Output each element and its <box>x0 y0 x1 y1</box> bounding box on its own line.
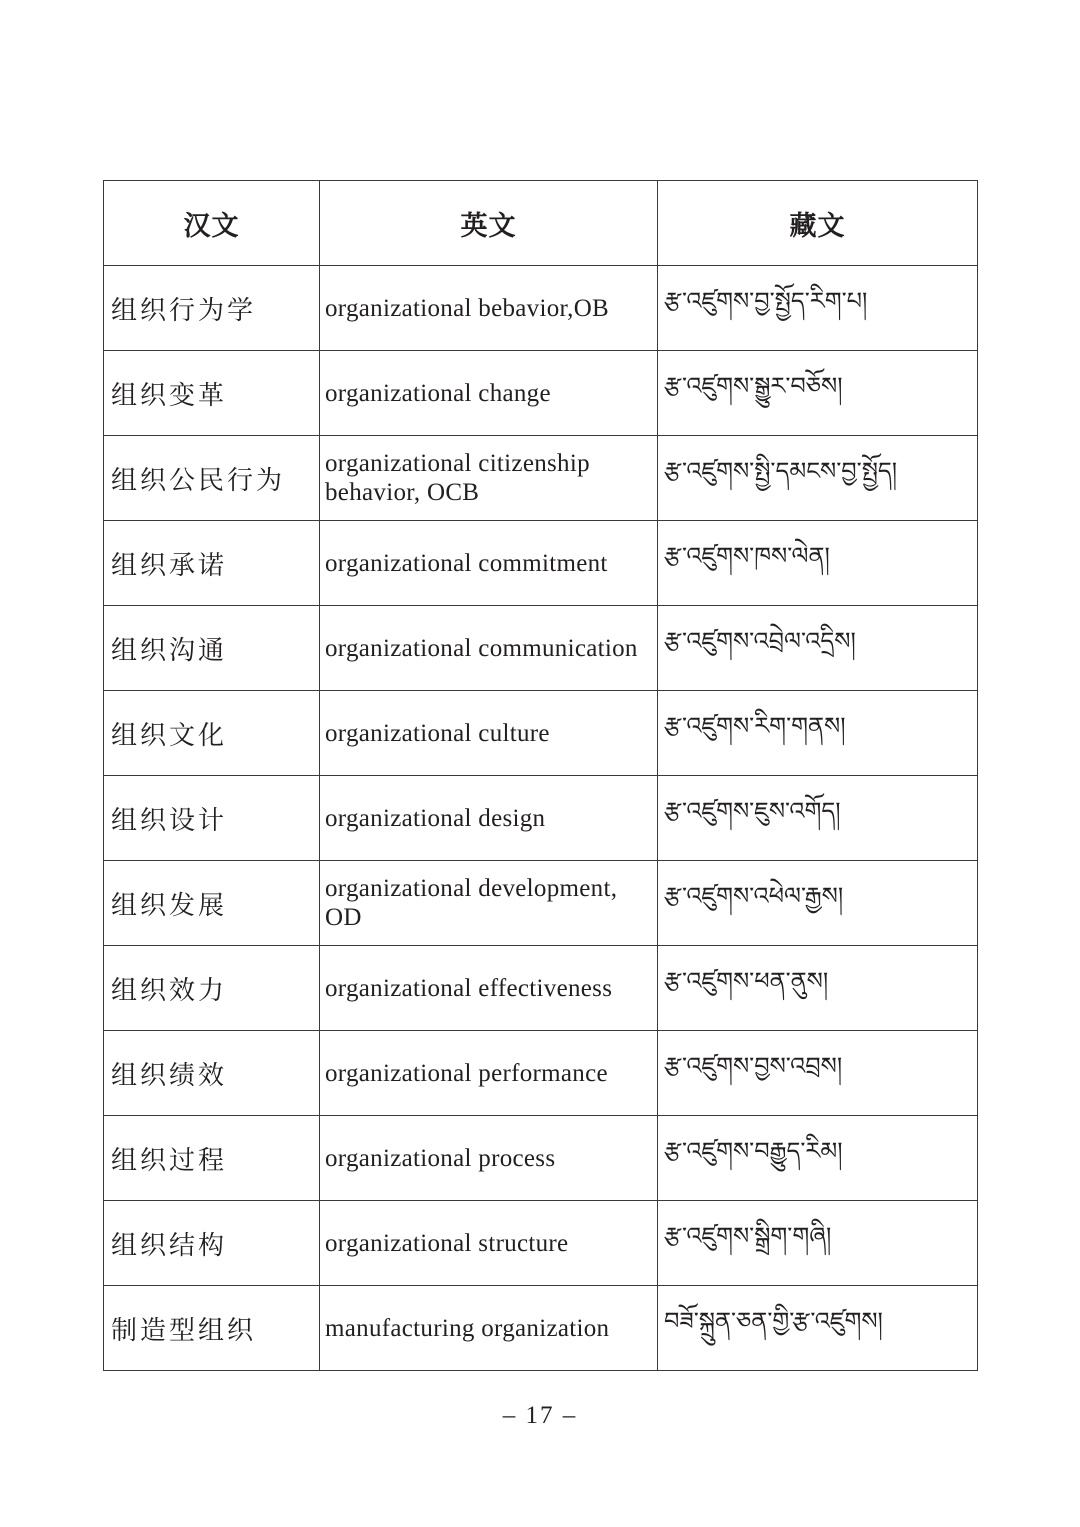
cell-chinese: 组织效力 <box>104 946 320 1031</box>
cell-english: organizational commitment <box>320 521 658 606</box>
table-row <box>104 1286 978 1371</box>
header-chinese: 汉文 <box>104 181 320 266</box>
cell-chinese: 组织发展 <box>104 861 320 946</box>
cell-tibetan: རྩ་འཛུགས་ཕན་ནུས། <box>658 946 978 1031</box>
cell-chinese: 组织过程 <box>104 1116 320 1201</box>
cell-english: organizational structure <box>320 1201 658 1286</box>
cell-english: organizational effectiveness <box>320 946 658 1031</box>
cell-tibetan: རྩ་འཛུགས་ཇུས་འགོད། <box>658 776 978 861</box>
glossary-table <box>103 180 978 1371</box>
table-row <box>104 1031 978 1116</box>
cell-chinese: 组织沟通 <box>104 606 320 691</box>
cell-tibetan: རྩ་འཛུགས་སྒྱུར་བཅོས། <box>658 351 978 436</box>
cell-chinese: 组织公民行为 <box>104 436 320 521</box>
table-header-row <box>104 181 978 266</box>
cell-english: organizational culture <box>320 691 658 776</box>
cell-tibetan: རྩ་འཛུགས་རིག་གནས། <box>658 691 978 776</box>
table-row <box>104 691 978 776</box>
cell-chinese: 组织行为学 <box>104 266 320 351</box>
cell-english: manufacturing organization <box>320 1286 658 1371</box>
cell-tibetan: རྩ་འཛུགས་ཁས་ལེན། <box>658 521 978 606</box>
cell-english: organizational communication <box>320 606 658 691</box>
table-row <box>104 1201 978 1286</box>
cell-english: organizational process <box>320 1116 658 1201</box>
cell-chinese: 组织文化 <box>104 691 320 776</box>
cell-english: organizational change <box>320 351 658 436</box>
cell-tibetan: རྩ་འཛུགས་བྱས་འབྲས། <box>658 1031 978 1116</box>
cell-english: organizational citizenship behavior, OCB <box>320 436 658 521</box>
cell-tibetan: རྩ་འཛུགས་བརྒྱུད་རིམ། <box>658 1116 978 1201</box>
cell-english: organizational design <box>320 776 658 861</box>
cell-chinese: 组织结构 <box>104 1201 320 1286</box>
table-row <box>104 436 978 521</box>
page-number: – 17 – <box>502 1402 578 1429</box>
table-row <box>104 946 978 1031</box>
cell-chinese: 组织设计 <box>104 776 320 861</box>
cell-tibetan: རྩ་འཛུགས་སྒྲིག་གཞི། <box>658 1201 978 1286</box>
cell-tibetan: རྩ་འཛུགས་བྱ་སྤྱོད་རིག་པ། <box>658 266 978 351</box>
cell-chinese: 组织绩效 <box>104 1031 320 1116</box>
cell-tibetan: རྩ་འཛུགས་འཕེལ་རྒྱས། <box>658 861 978 946</box>
cell-tibetan: བཟོ་སྐྲུན་ཅན་གྱི་རྩ་འཛུགས། <box>658 1286 978 1371</box>
header-tibetan: 藏文 <box>658 181 978 266</box>
table-row <box>104 266 978 351</box>
table-row <box>104 606 978 691</box>
cell-tibetan: རྩ་འཛུགས་འབྲེལ་འདྲིས། <box>658 606 978 691</box>
cell-chinese: 组织变革 <box>104 351 320 436</box>
cell-english: organizational performance <box>320 1031 658 1116</box>
cell-chinese: 组织承诺 <box>104 521 320 606</box>
cell-tibetan: རྩ་འཛུགས་སྤྱི་དམངས་བྱ་སྤྱོད། <box>658 436 978 521</box>
cell-english: organizational development, OD <box>320 861 658 946</box>
cell-english: organizational bebavior,OB <box>320 266 658 351</box>
table-row <box>104 861 978 946</box>
header-english: 英文 <box>320 181 658 266</box>
table-row <box>104 351 978 436</box>
table-row <box>104 1116 978 1201</box>
table-row <box>104 521 978 606</box>
table-row <box>104 776 978 861</box>
cell-chinese: 制造型组织 <box>104 1286 320 1371</box>
